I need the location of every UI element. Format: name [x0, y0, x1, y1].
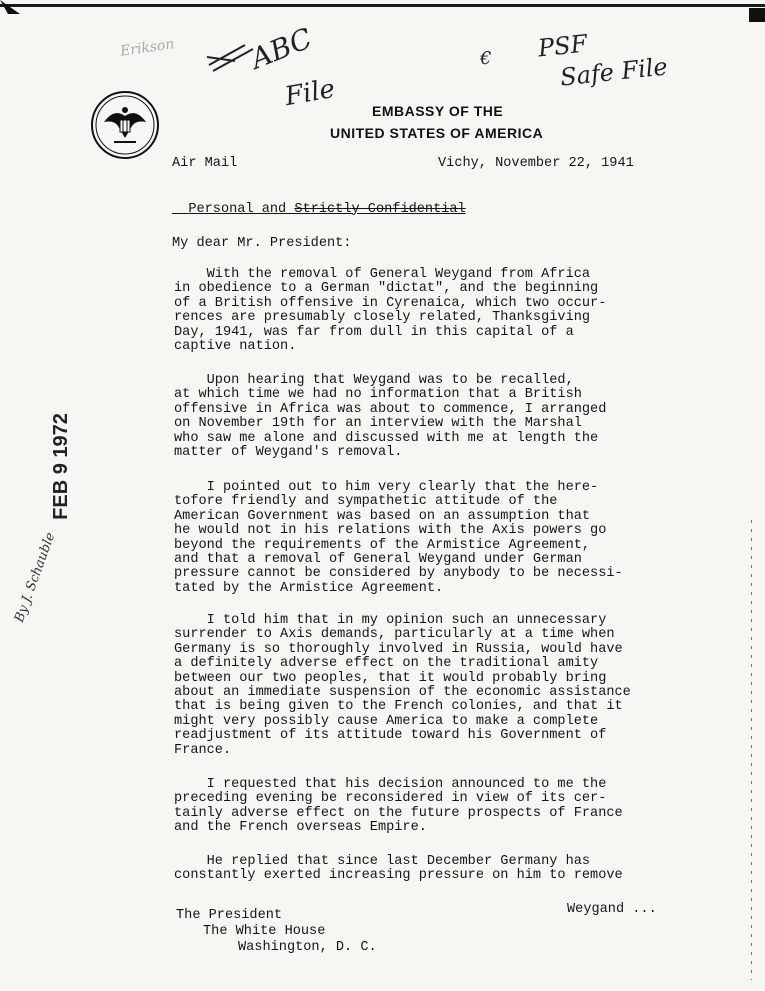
- body-paragraph-2: [174, 374, 674, 460]
- body-line: matter of Weygand's removal.: [174, 445, 403, 461]
- body-line: I pointed out to him very clearly that the here-: [174, 480, 599, 495]
- body-line: constantly exerted increasing pressure on him to remove: [174, 868, 623, 884]
- stamp-by: By J. Schauble: [11, 530, 59, 625]
- continuation-word: Weygand ...: [567, 902, 657, 917]
- body-paragraph-6: [174, 855, 674, 884]
- body-line: a definitely adverse effect on the traditional amity: [174, 656, 599, 672]
- body-line: tated by the Armistice Agreement.: [174, 580, 444, 596]
- body-line: pressure cannot be considered by anybody to be necessi-: [174, 566, 623, 582]
- body-paragraph-4: [174, 614, 674, 758]
- addressee-line-3: Washington, D. C.: [238, 940, 377, 955]
- body-line: Germany is so thoroughly involved in Russia, would have: [174, 641, 623, 657]
- stamp-date: FEB 9 1972: [49, 413, 72, 520]
- body-paragraph-5: [174, 778, 674, 836]
- addressee-line-1: The President: [176, 908, 283, 923]
- body-line: I requested that his decision announced to me the: [174, 777, 607, 792]
- classification-line: [172, 188, 466, 217]
- body-line: in obedience to a German "dictat", and the beginning: [174, 281, 599, 297]
- body-line: he would not in his relations with the Axis powers go: [174, 523, 607, 539]
- salutation: My dear Mr. President:: [172, 236, 352, 251]
- body-line: that is being given to the French colonies, and that it: [174, 699, 623, 715]
- body-line: preceding evening be reconsidered in view of its cer-: [174, 791, 607, 807]
- addressee-line-2: The White House: [203, 924, 326, 939]
- body-line: might very possibly cause America to make a complete: [174, 713, 599, 729]
- body-line: who saw me alone and discussed with me at length the: [174, 430, 599, 446]
- declassification-stamp: [11, 400, 138, 640]
- body-line: Day, 1941, was far from dull in this capital of a: [174, 324, 574, 340]
- place-date: Vichy, November 22, 1941: [438, 156, 634, 171]
- top-border-rule: [0, 4, 765, 7]
- handwritten-mark: €: [480, 48, 492, 69]
- corner-bracket-icon: [743, 0, 765, 22]
- body-line: With the removal of General Weygand from Africa: [174, 267, 591, 282]
- body-line: of a British offensive in Cyrenaica, which two occur-: [174, 295, 607, 311]
- body-line: I told him that in my opinion such an unnecessary: [174, 613, 607, 628]
- letterhead-line-2: UNITED STATES OF AMERICA: [330, 125, 544, 141]
- body-paragraph-3: [174, 481, 674, 596]
- body-line: between our two peoples, that it would probably bring: [174, 670, 607, 686]
- delivery-method: Air Mail: [172, 156, 238, 171]
- body-line: about an immediate suspension of the economic assistance: [174, 685, 631, 701]
- body-line: and the French overseas Empire.: [174, 820, 427, 836]
- body-line: at which time we had no information that a British: [174, 387, 582, 403]
- classification-struck: Strictly Confidential: [294, 201, 466, 217]
- body-line: tainly adverse effect on the future prospects of France: [174, 805, 623, 821]
- page-edge-marks: [750, 520, 753, 980]
- body-line: readjustment of its attitude toward his Government of: [174, 728, 607, 744]
- handwritten-scribble: [205, 35, 265, 75]
- handwritten-note-abc: ABC: [246, 21, 317, 76]
- corner-arrow-icon: [0, 0, 22, 22]
- body-line: surrender to Axis demands, particularly at a time when: [174, 627, 615, 643]
- body-paragraph-1: [174, 268, 674, 354]
- body-line: on November 19th for an interview with the Marshal: [174, 416, 582, 432]
- handwritten-note-top-left: Erikson: [119, 36, 176, 60]
- handwritten-psf: PSF: [536, 29, 589, 63]
- body-line: captive nation.: [174, 339, 297, 355]
- body-line: France.: [174, 742, 232, 758]
- handwritten-safe-file: Safe File: [558, 52, 669, 92]
- body-line: beyond the requirements of the Armistice Agreement,: [174, 537, 591, 553]
- body-line: offensive in Africa was about to commence, I arranged: [174, 401, 607, 417]
- body-line: He replied that since last December Germany has: [174, 854, 591, 869]
- body-line: and that a removal of General Weygand under German: [174, 552, 582, 568]
- handwritten-note-file: File: [282, 73, 338, 113]
- eagle-seal-icon: [90, 90, 160, 160]
- body-line: tofore friendly and sympathetic attitude of the: [174, 494, 558, 510]
- body-line: Upon hearing that Weygand was to be recalled,: [174, 373, 574, 388]
- body-line: American Government was based on an assumption that: [174, 508, 591, 524]
- letterhead-line-1: EMBASSY OF THE: [372, 103, 504, 119]
- classification-prefix: Personal and: [188, 201, 295, 217]
- body-line: rences are presumably closely related, Thanksgiving: [174, 310, 591, 326]
